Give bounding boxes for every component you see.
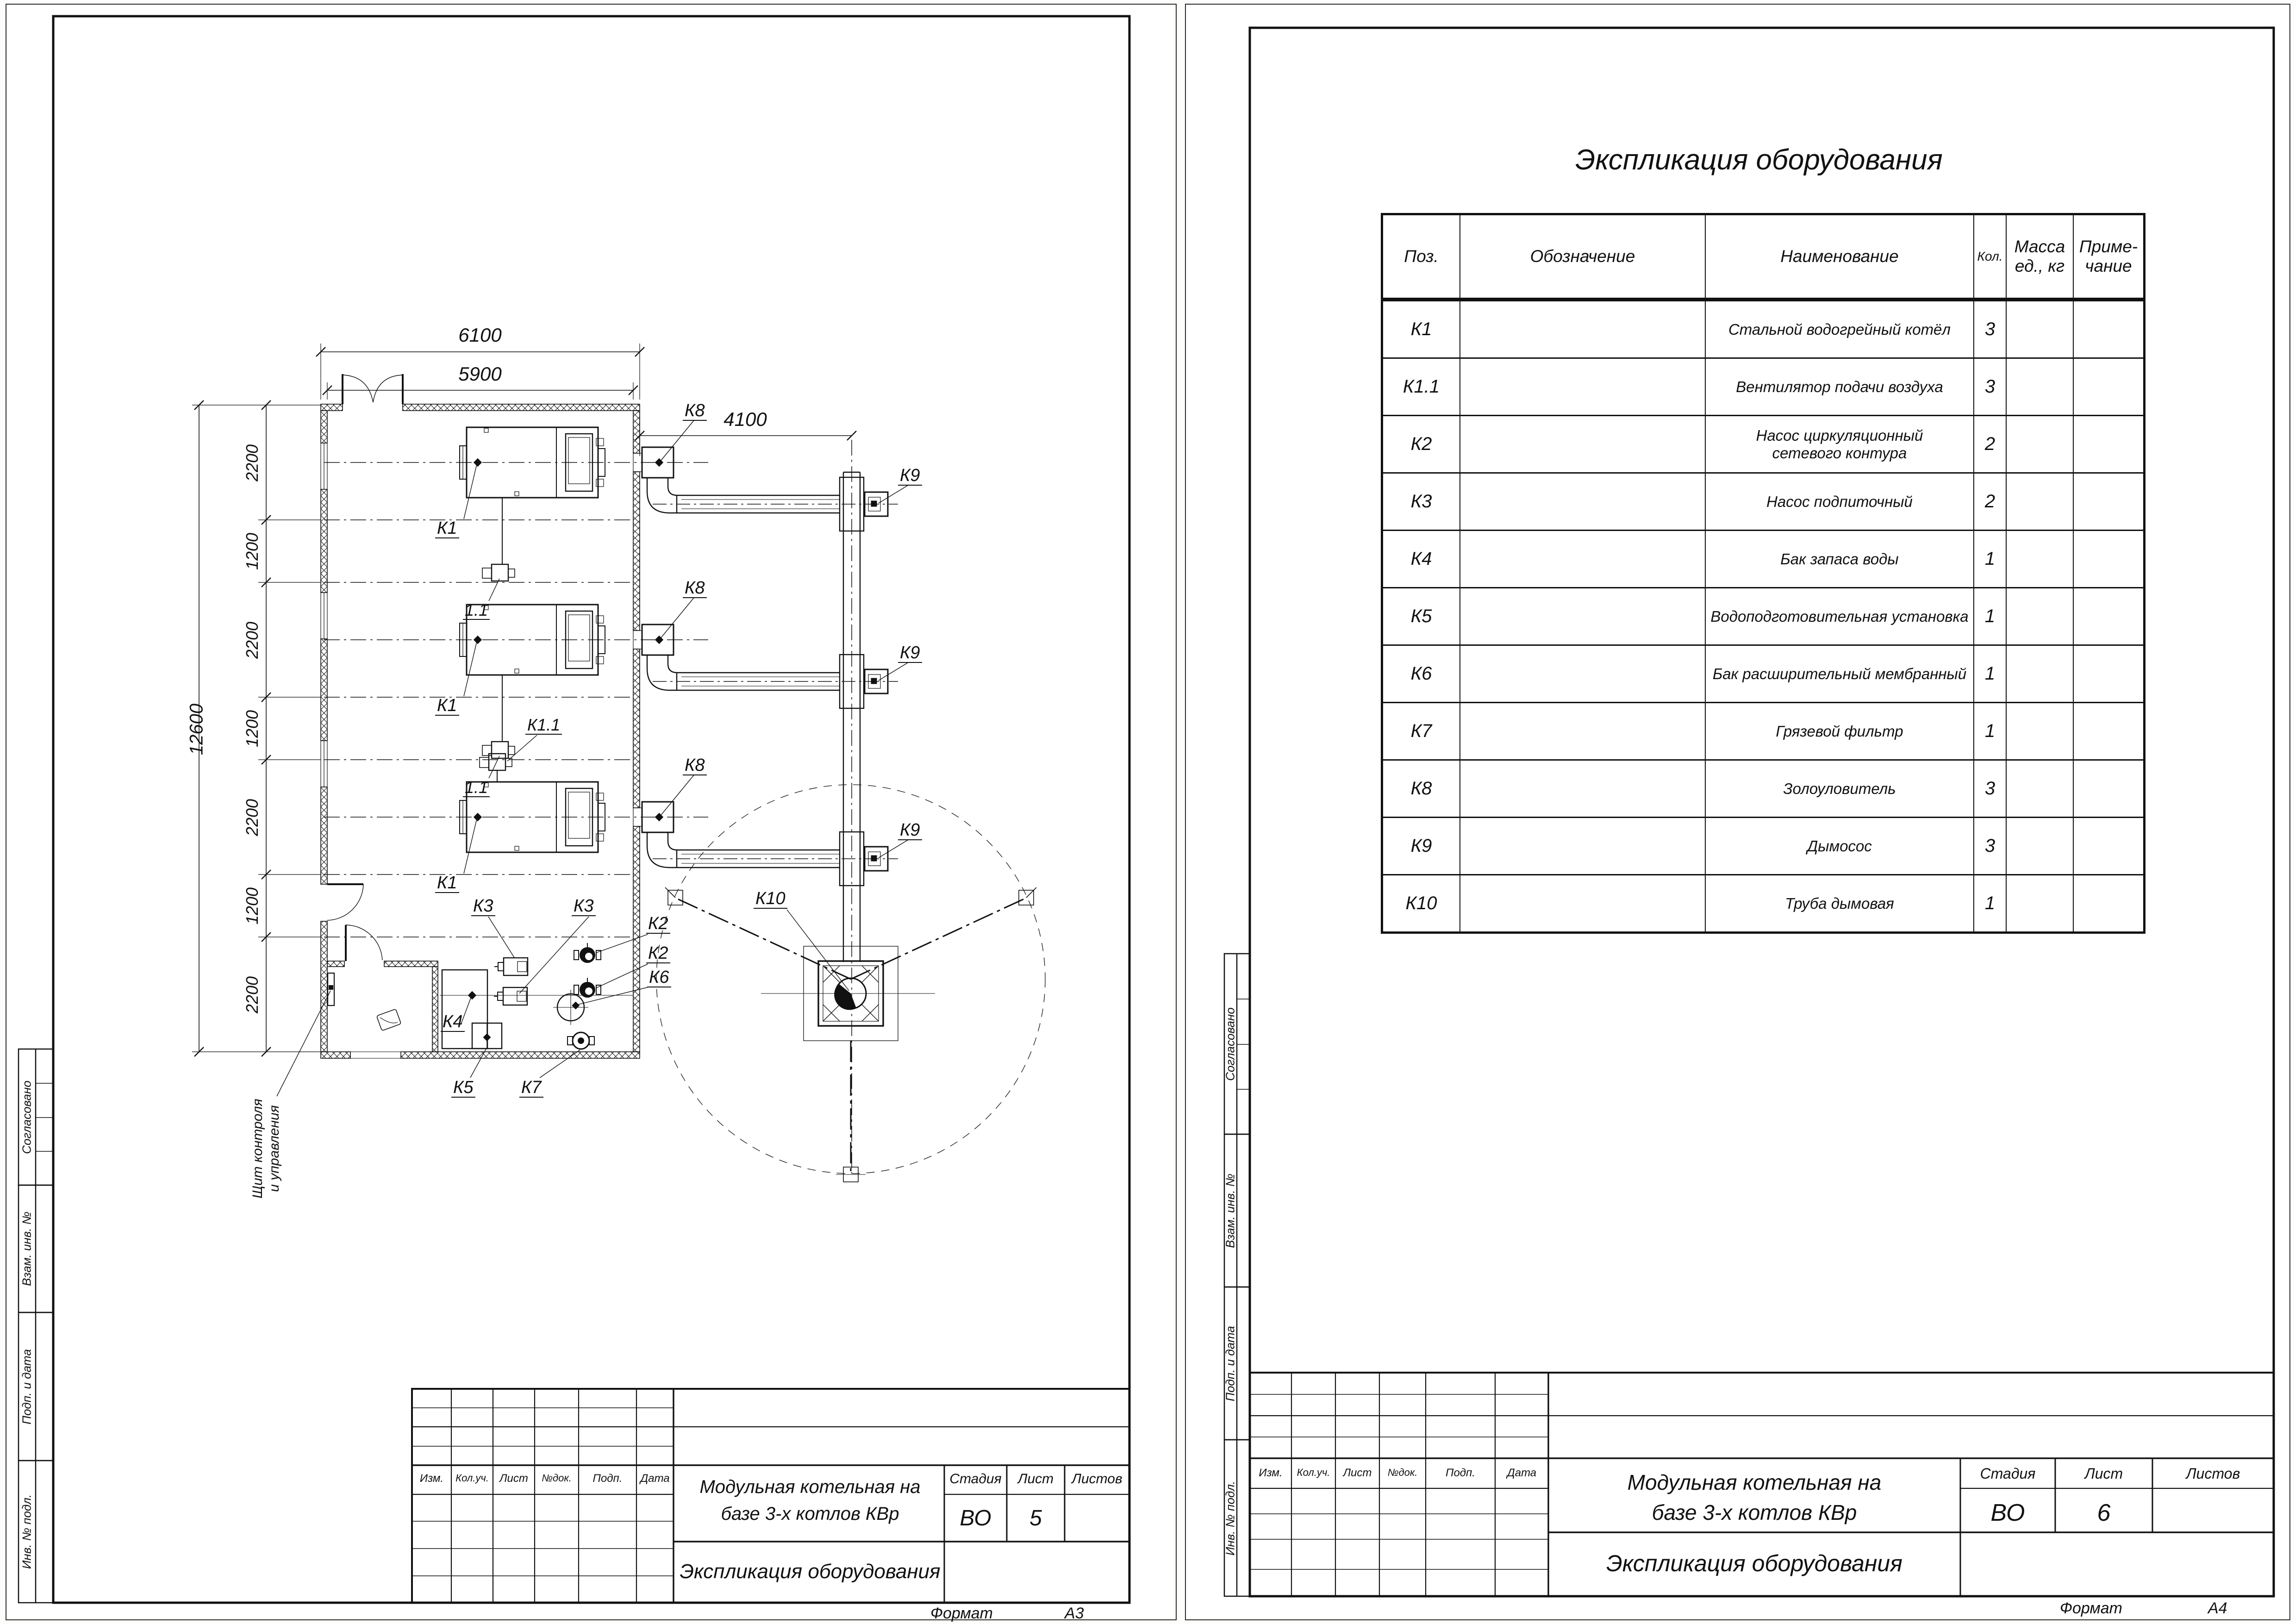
dim-chain-4: 1200 <box>243 710 262 748</box>
a4-stage-value: ВО <box>1990 1499 2025 1526</box>
a4-col-doc: №док. <box>1387 1467 1418 1478</box>
dim-6100: 6100 <box>458 324 502 346</box>
label-k7: К7 <box>519 1079 543 1098</box>
a3-col-podp: Подп. <box>592 1472 623 1485</box>
a4-col-data: Дата <box>1507 1467 1537 1479</box>
a4-sheets-label: Листов <box>2186 1465 2240 1482</box>
a3-col-izm: Изм. <box>419 1472 444 1485</box>
label-k10: К10 <box>754 890 787 909</box>
col-header-pos: Поз. <box>1383 215 1460 298</box>
chimney-k10 <box>804 946 898 1041</box>
col-header-qty: Кол. <box>1974 215 2007 298</box>
label-k8-1: К8 <box>683 402 707 421</box>
col-header-mass: Масса ед., кг <box>2007 215 2074 298</box>
table-header-row <box>1383 215 2143 300</box>
label-k1-1: К1 <box>435 519 459 538</box>
table-row: К5 Водоподготовительная установка 1 <box>1383 587 2143 644</box>
a3-col-doc: №док. <box>542 1472 572 1484</box>
a4-format-value: А4 <box>2208 1599 2227 1617</box>
a3-stage-value: ВО <box>960 1506 992 1530</box>
label-fan-2: 1.1 <box>463 779 490 797</box>
col-header-name: Наименование <box>1706 215 1974 298</box>
side-podp-a3: Подп. и дата <box>19 1349 34 1424</box>
label-k8-3: К8 <box>683 756 707 775</box>
table-row: К3 Насос подпиточный 2 <box>1383 472 2143 530</box>
label-k2-2: К2 <box>646 944 670 963</box>
floor-drain <box>377 1009 401 1031</box>
a3-stage-label: Стадия <box>949 1471 1002 1487</box>
a4-stage-label: Стадия <box>1980 1465 2036 1482</box>
a4-format-label: Формат <box>2060 1599 2123 1617</box>
a3-col-data: Дата <box>640 1472 670 1485</box>
label-k1-2: К1 <box>435 697 459 716</box>
a4-sheet-value: 6 <box>2097 1499 2111 1526</box>
flue-1 <box>633 447 898 531</box>
table-row: К1.1 Вентилятор подачи воздуха 3 <box>1383 357 2143 415</box>
dim-12600: 12600 <box>186 703 207 756</box>
a3-frame <box>53 16 1129 1603</box>
a4-title-1: Модульная котельная на <box>1627 1470 1882 1494</box>
a3-doc-name: Экспликация оборудования <box>680 1560 941 1583</box>
a3-col-list: Лист <box>499 1472 528 1485</box>
label-k3-2: К3 <box>572 897 596 916</box>
label-k9-2: К9 <box>898 644 922 663</box>
label-k9-1: К9 <box>898 467 922 486</box>
label-k1_1: К1.1 <box>525 717 562 735</box>
dim-chain-1: 2200 <box>243 444 262 482</box>
table-row: К8 Золоуловитель 3 <box>1383 759 2143 817</box>
a3-sheet-value: 5 <box>1029 1506 1042 1530</box>
label-k2-1: К2 <box>646 915 670 934</box>
filter-k7 <box>568 1032 594 1049</box>
table-row: К7 Грязевой фильтр 1 <box>1383 702 2143 759</box>
a3-format-label: Формат <box>930 1605 993 1622</box>
label-k1-3: К1 <box>435 874 459 893</box>
label-k5: К5 <box>451 1079 475 1098</box>
a4-title-2: базе 3-х котлов КВр <box>1652 1500 1857 1524</box>
table-row: К9 Дымосос 3 <box>1383 817 2143 874</box>
a3-col-kol: Кол.уч. <box>455 1472 489 1484</box>
unit-k5 <box>472 1023 502 1049</box>
side-soglasovano-a3: Согласовано <box>19 1081 34 1154</box>
dimensions <box>192 344 856 1056</box>
dim-4100: 4100 <box>723 408 767 430</box>
control-panel <box>328 973 334 1006</box>
label-fan-1: 1.1 <box>463 602 490 620</box>
label-k8-2: К8 <box>683 579 707 598</box>
a3-sheets-label: Листов <box>1072 1471 1123 1487</box>
a4-col-izm: Изм. <box>1259 1467 1283 1479</box>
a4-sheet-label: Лист <box>2084 1465 2123 1482</box>
table-row: К4 Бак запаса воды 1 <box>1383 530 2143 587</box>
dim-chain-3: 2200 <box>243 621 262 659</box>
label-k4: К4 <box>441 1013 465 1032</box>
col-header-mark: Обозначение <box>1460 215 1706 298</box>
label-k9-3: К9 <box>898 821 922 840</box>
pumps-k2 <box>574 943 601 998</box>
guy-wire-circle <box>656 785 1045 1182</box>
a4-doc-name: Экспликация оборудования <box>1606 1550 1902 1576</box>
a3-format-value: А3 <box>1065 1605 1084 1622</box>
table-row: К6 Бак расширительный мембранный 1 <box>1383 644 2143 702</box>
a4-col-podp: Подп. <box>1446 1467 1475 1479</box>
a3-title-2: базе 3-х котлов КВр <box>721 1504 899 1524</box>
flue-2 <box>633 625 898 708</box>
equipment-table <box>1381 213 2145 934</box>
control-panel-note: Щит контроля и управления <box>250 1099 282 1199</box>
doors <box>327 374 403 961</box>
dim-5900: 5900 <box>458 363 502 385</box>
pumps-k3 <box>494 958 528 1005</box>
side-soglasovano-a4: Согласовано <box>1223 1007 1237 1081</box>
side-vzam-a4: Взам. инв. № <box>1223 1174 1237 1248</box>
a3-title-1: Модульная котельная на <box>699 1477 921 1497</box>
col-header-note: Приме- чание <box>2079 237 2138 275</box>
side-podp-a4: Подп. и дата <box>1223 1326 1237 1401</box>
a4-col-list: Лист <box>1343 1467 1372 1479</box>
side-vzam-a3: Взам. инв. № <box>19 1212 34 1286</box>
tank-k4 <box>442 970 487 1049</box>
dim-chain-2: 1200 <box>243 532 262 570</box>
side-inv-a4: Инв. № подл. <box>1223 1480 1237 1556</box>
table-row: К10 Труба дымовая 1 <box>1383 874 2143 931</box>
dim-chain-7: 2200 <box>243 976 262 1014</box>
a3-sheet-label: Лист <box>1017 1471 1054 1487</box>
label-k6: К6 <box>647 968 671 987</box>
dim-chain-5: 2200 <box>243 799 262 837</box>
a4-col-kol: Кол.уч. <box>1297 1467 1330 1478</box>
dim-chain-6: 1200 <box>243 887 262 925</box>
spec-title: Экспликация оборудования <box>1575 144 1943 176</box>
flue-3 <box>633 802 898 886</box>
side-inv-a3: Инв. № подл. <box>19 1494 34 1569</box>
label-k3-1: К3 <box>471 897 495 916</box>
table-row: К2 Насос циркуляционный сетевого контура 2 <box>1383 415 2143 472</box>
table-row: К1 Стальной водогрейный котёл 3 <box>1383 300 2143 357</box>
